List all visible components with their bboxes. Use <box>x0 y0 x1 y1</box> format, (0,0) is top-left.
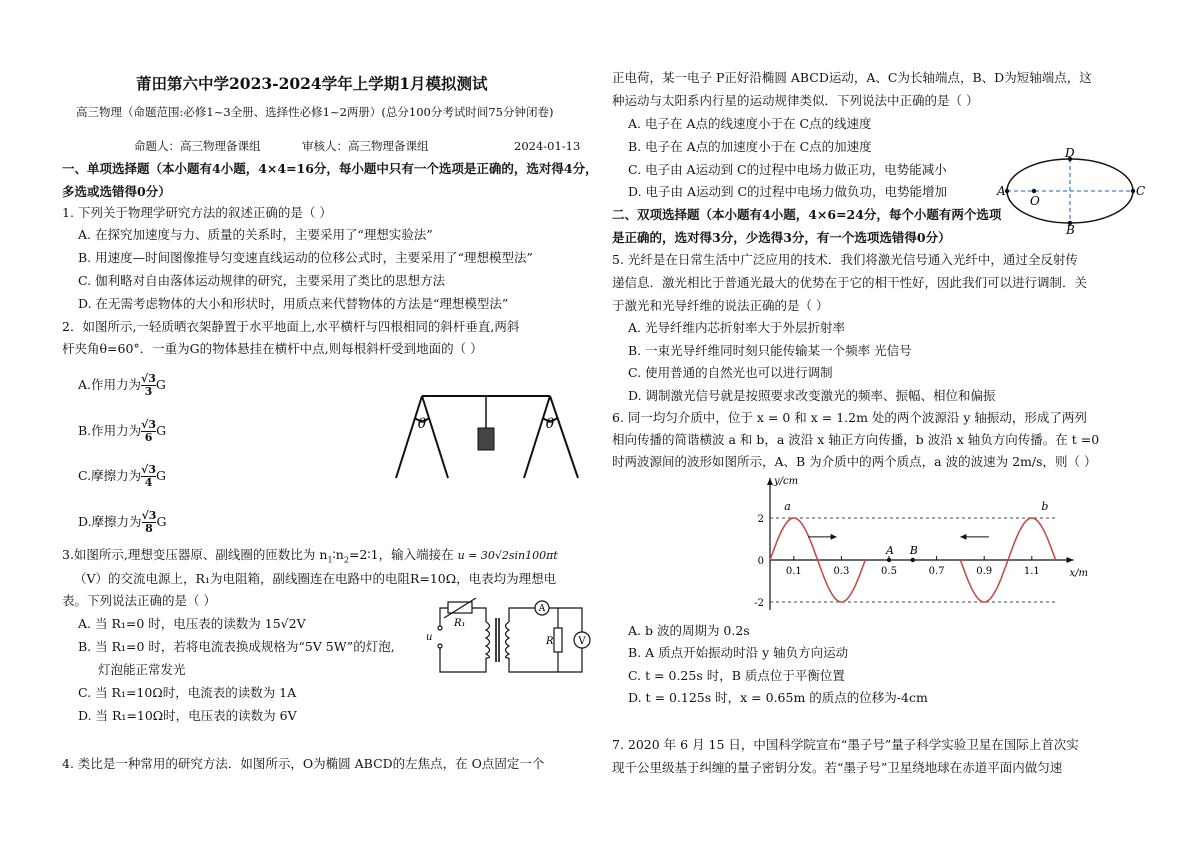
q7-stem: 7. 2020 年 6 月 15 日，中国科学院宣布“墨子号”量子科学实验卫星在国际上首次实 <box>612 737 1079 752</box>
section1-heading: 一、单项选择题（本小题有4小题，4×4=16分，每小题中只有一个选项是正确的，选对得4分， <box>62 161 598 176</box>
q3-stem: 3.如图所示,理想变压器原、副线圈的匝数比为 $n_1∶n_2=2∶1$，输入端接在 u = 30√2sin100πt <box>62 547 558 565</box>
u-label: u <box>426 632 433 643</box>
label-o: O <box>1030 194 1040 208</box>
q2-option-a: A.作用力为 $\frac{√3}{3}$ G <box>78 372 166 398</box>
q3-stem-3: 表。下列说法正确的是（ ） <box>62 593 216 608</box>
q2-a-num: 3 <box>148 372 156 385</box>
q1-option-b: B. 用速度—时间图像推导匀变速直线运动的位移公式时，主要采用了“理想模型法” <box>78 250 533 265</box>
q1-option-c: C. 伽利略对自由落体运动规律的研究，主要采用了类比的思想方法 <box>78 273 446 288</box>
q7-stem-2: 现千公里级基于纠缠的量子密钥分发。若“墨子号”卫星绕地球在赤道平面内做匀速 <box>612 760 1063 775</box>
q4-option-a: A. 电子在 A点的线速度小于在 C点的线速度 <box>628 116 872 131</box>
q3-stem-c: =2∶1，输入端接在 <box>348 547 454 562</box>
x-axis-arrow <box>1067 557 1074 563</box>
r-label: R <box>546 636 554 647</box>
q2-option-c-text: C.摩擦力为 <box>78 468 142 483</box>
date: 2024-01-13 <box>514 139 581 153</box>
point-c <box>1131 189 1135 193</box>
q2-stem: 2．如图所示,一轻质晒衣架静置于水平地面上,水平横杆与四根相同的斜杆垂直,两斜 <box>62 319 520 334</box>
q1-option-d: D. 在无需考虑物体的大小和形状时，用质点来代替物体的方法是“理想模型法” <box>78 296 509 311</box>
q2-c-den: 4 <box>144 476 153 489</box>
primary-wire <box>440 646 486 672</box>
rack-leg <box>524 396 550 478</box>
q3-option-d: D. 当 R₁=10Ω时，电压表的读数为 6V <box>78 708 297 723</box>
q3-stem-2: （V）的交流电源上，R₁为电阻箱，副线圈连在电路中的电阻R=10Ω，电表均为理想电 <box>74 571 557 586</box>
ellipse-figure <box>994 146 1146 237</box>
theta-label: θ <box>545 416 555 432</box>
q4-option-c: C. 电子由 A运动到 C的过程中电场力做正功，电势能减小 <box>628 162 947 177</box>
q2-stem-2: 杆夹角θ=60°．一重为G的物体悬挂在横杆中点,则每根斜杆受到地面的（ ） <box>62 341 483 356</box>
rack-leg <box>422 396 448 478</box>
q5-stem: 5. 光纤是在日常生活中广泛应用的技术．我们将激光信号通入光纤中，通过全反射传 <box>612 252 1078 267</box>
point-a <box>887 558 891 562</box>
q4-stem-2: 正电荷，某一电子 P正好沿椭圆 ABCD运动，A、C为长轴端点，B、D为短轴端点，这 <box>612 70 1092 85</box>
theta-label: θ <box>417 416 427 432</box>
q6-stem-3: 时两波源间的波形如图所示，A、B 为介质中的两个质点，a 波的波速为 2m/s，则（ ） <box>612 454 1097 469</box>
point-b <box>911 558 915 562</box>
y-tick-label: -2 <box>754 598 764 609</box>
rack-leg <box>550 396 578 478</box>
q3-stem-a: 3.如图所示,理想变压器原、副线圈的匝数比为 n <box>62 547 328 562</box>
label-c: C <box>1136 184 1146 198</box>
rack-leg <box>396 396 422 478</box>
q2-a-unit: G <box>155 377 166 392</box>
wave-b-arrowhead <box>960 534 966 540</box>
q2-c-num: 3 <box>148 463 156 476</box>
x-tick-label: 0.7 <box>928 566 945 577</box>
hanging-weight <box>478 428 494 450</box>
q5-option-c: C. 使用普通的自然光也可以进行调制 <box>628 365 833 380</box>
q2-b-unit: G <box>156 423 167 438</box>
q6-stem-2: 相向传播的简谐横波 a 和 b，a 波沿 x 轴正方向传播，b 波沿 x 轴负方向传播。在 t =0 <box>612 432 1100 447</box>
input-terminal <box>438 626 442 630</box>
q2-option-b: B.作用力为 $\frac{√3}{6}$ G <box>78 418 167 444</box>
focus-o <box>1032 189 1036 193</box>
transformer-circuit-figure <box>424 600 589 680</box>
q3-stem-b: ∶n <box>332 547 344 562</box>
q3-formula: u = 30√2sin100πt <box>457 549 558 562</box>
wave-chart <box>740 472 1088 614</box>
voltmeter-label: V <box>578 636 586 647</box>
x-tick-label: 0.3 <box>833 566 850 577</box>
q6-option-a: A. b 波的周期为 0.2s <box>628 623 750 638</box>
author: 命题人：高三物理备课组 <box>134 139 261 153</box>
wave-b-label: b <box>1041 500 1049 513</box>
q1-option-a: A. 在探究加速度与力、质量的关系时，主要采用了“理想实验法” <box>78 227 433 242</box>
q3-option-c: C. 当 R₁=10Ω时，电流表的读数为 1A <box>78 685 297 700</box>
q2-d-unit: G <box>156 514 167 529</box>
x-tick-label: 0.1 <box>785 566 802 577</box>
label-a: A <box>997 184 1006 198</box>
q5-option-a: A. 光导纤维内芯折射率大于外层折射率 <box>628 320 845 335</box>
resistor-r <box>554 628 562 652</box>
q2-d-den: 8 <box>145 522 153 535</box>
wave-a-label: a <box>784 500 791 513</box>
x-tick-label: 1.1 <box>1023 566 1040 577</box>
q4-stem-3: 种运动与太阳系内行星的运动规律类似．下列说法中正确的是（ ） <box>612 93 979 108</box>
y-axis-label: y/cm <box>774 476 799 487</box>
q2-option-c: C.摩擦力为 $\frac{√3}{4}$ G <box>78 463 166 489</box>
y-tick-label: 2 <box>757 514 764 525</box>
q6-option-b: B. A 质点开始振动时沿 y 轴负方向运动 <box>628 645 849 660</box>
q2-b-num: 3 <box>148 418 157 431</box>
q2-a-den: 3 <box>144 385 153 398</box>
x-axis-label: x/m <box>1069 568 1088 579</box>
section1-heading-2: 多选或选错得0分） <box>62 184 171 199</box>
q4-stem: 4. 类比是一种常用的研究方法．如图所示，O为椭圆 ABCD的左焦点，在 O点固定一个 <box>62 756 545 771</box>
subtitle: 高三物理（命题范围:必修1~3全册、选择性必修1~2两册）(总分100分考试时间75分钟闭卷) <box>76 105 554 119</box>
reviewer: 审核人：高三物理备课组 <box>302 139 429 153</box>
q6-option-d: D. t = 0.125s 时，x = 0.65m 的质点的位移为-4cm <box>628 690 928 705</box>
q5-stem-3: 于激光和光导纤维的说法正确的是（ ） <box>612 298 829 313</box>
q3-option-a: A. 当 R₁=0 时，电压表的读数为 15√2V <box>78 616 306 631</box>
x-tick-label: 0.9 <box>976 566 993 577</box>
page-title: 莆田第六中学2023-2024学年上学期1月模拟测试 <box>136 74 488 93</box>
section2-heading: 二、双项选择题（本小题有4小题，4×6=24分，每个小题有两个选项 <box>612 207 1002 222</box>
ammeter-label: A <box>538 604 546 614</box>
point-b-label: B <box>909 544 918 557</box>
q2-option-b-text: B.作用力为 <box>78 423 142 438</box>
clothes-rack-figure <box>392 382 592 482</box>
secondary-wire <box>509 648 582 672</box>
q2-option-d: D.摩擦力为 $\frac{√3}{8}$ G <box>78 509 167 535</box>
q2-b-den: 6 <box>144 431 153 444</box>
q3-option-b-2: 灯泡能正常发光 <box>98 662 186 677</box>
y-tick-label: 0 <box>757 556 764 567</box>
y-axis-arrow <box>767 478 773 485</box>
q2-option-d-text: D.摩擦力为 <box>78 514 142 529</box>
q1-stem: 1. 下列关于物理学研究方法的叙述正确的是（ ） <box>62 205 332 220</box>
secondary-coil <box>506 622 510 658</box>
input-terminal <box>438 644 442 648</box>
q6-option-c: C. t = 0.25s 时，B 质点位于平衡位置 <box>628 668 845 683</box>
q2-c-unit: G <box>155 468 166 483</box>
section2-heading-2: 是正确的，选对得3分，少选得3分，有一个选项选错得0分） <box>612 230 951 245</box>
x-tick-label: 0.5 <box>881 566 897 577</box>
q3-option-b: B. 当 R₁=0 时，若将电流表换成规格为“5V 5W”的灯泡, <box>78 639 395 654</box>
primary-coil <box>486 622 490 658</box>
r1-label: R₁ <box>454 618 466 629</box>
point-a-label: A <box>886 544 894 557</box>
q6-stem: 6. 同一均匀介质中，位于 x = 0 和 x = 1.2m 处的两个波源沿 y 轴振动，形成了两列 <box>612 410 1087 425</box>
q4-option-b: B. 电子在 A点的加速度小于在 C点的加速度 <box>628 139 872 154</box>
q4-option-d: D. 电子由 A运动到 C的过程中电场力做负功，电势能增加 <box>628 184 948 199</box>
q5-option-d: D. 调制激光信号就是按照要求改变激光的频率、振幅、相位和偏振 <box>628 388 996 403</box>
wave-a-arrowhead <box>831 534 837 540</box>
label-d: D <box>1065 146 1075 160</box>
q5-stem-2: 递信息．激光相比于普通光最大的优势在于它的相干性好，因此我们可以进行调制．关 <box>612 275 1088 290</box>
q2-option-a-text: A.作用力为 <box>78 377 142 392</box>
q5-option-b: B. 一束光导纤维同时刻只能传输某一个频率 光信号 <box>628 343 912 358</box>
q2-d-num: 3 <box>148 509 157 522</box>
label-b: B <box>1066 223 1075 237</box>
